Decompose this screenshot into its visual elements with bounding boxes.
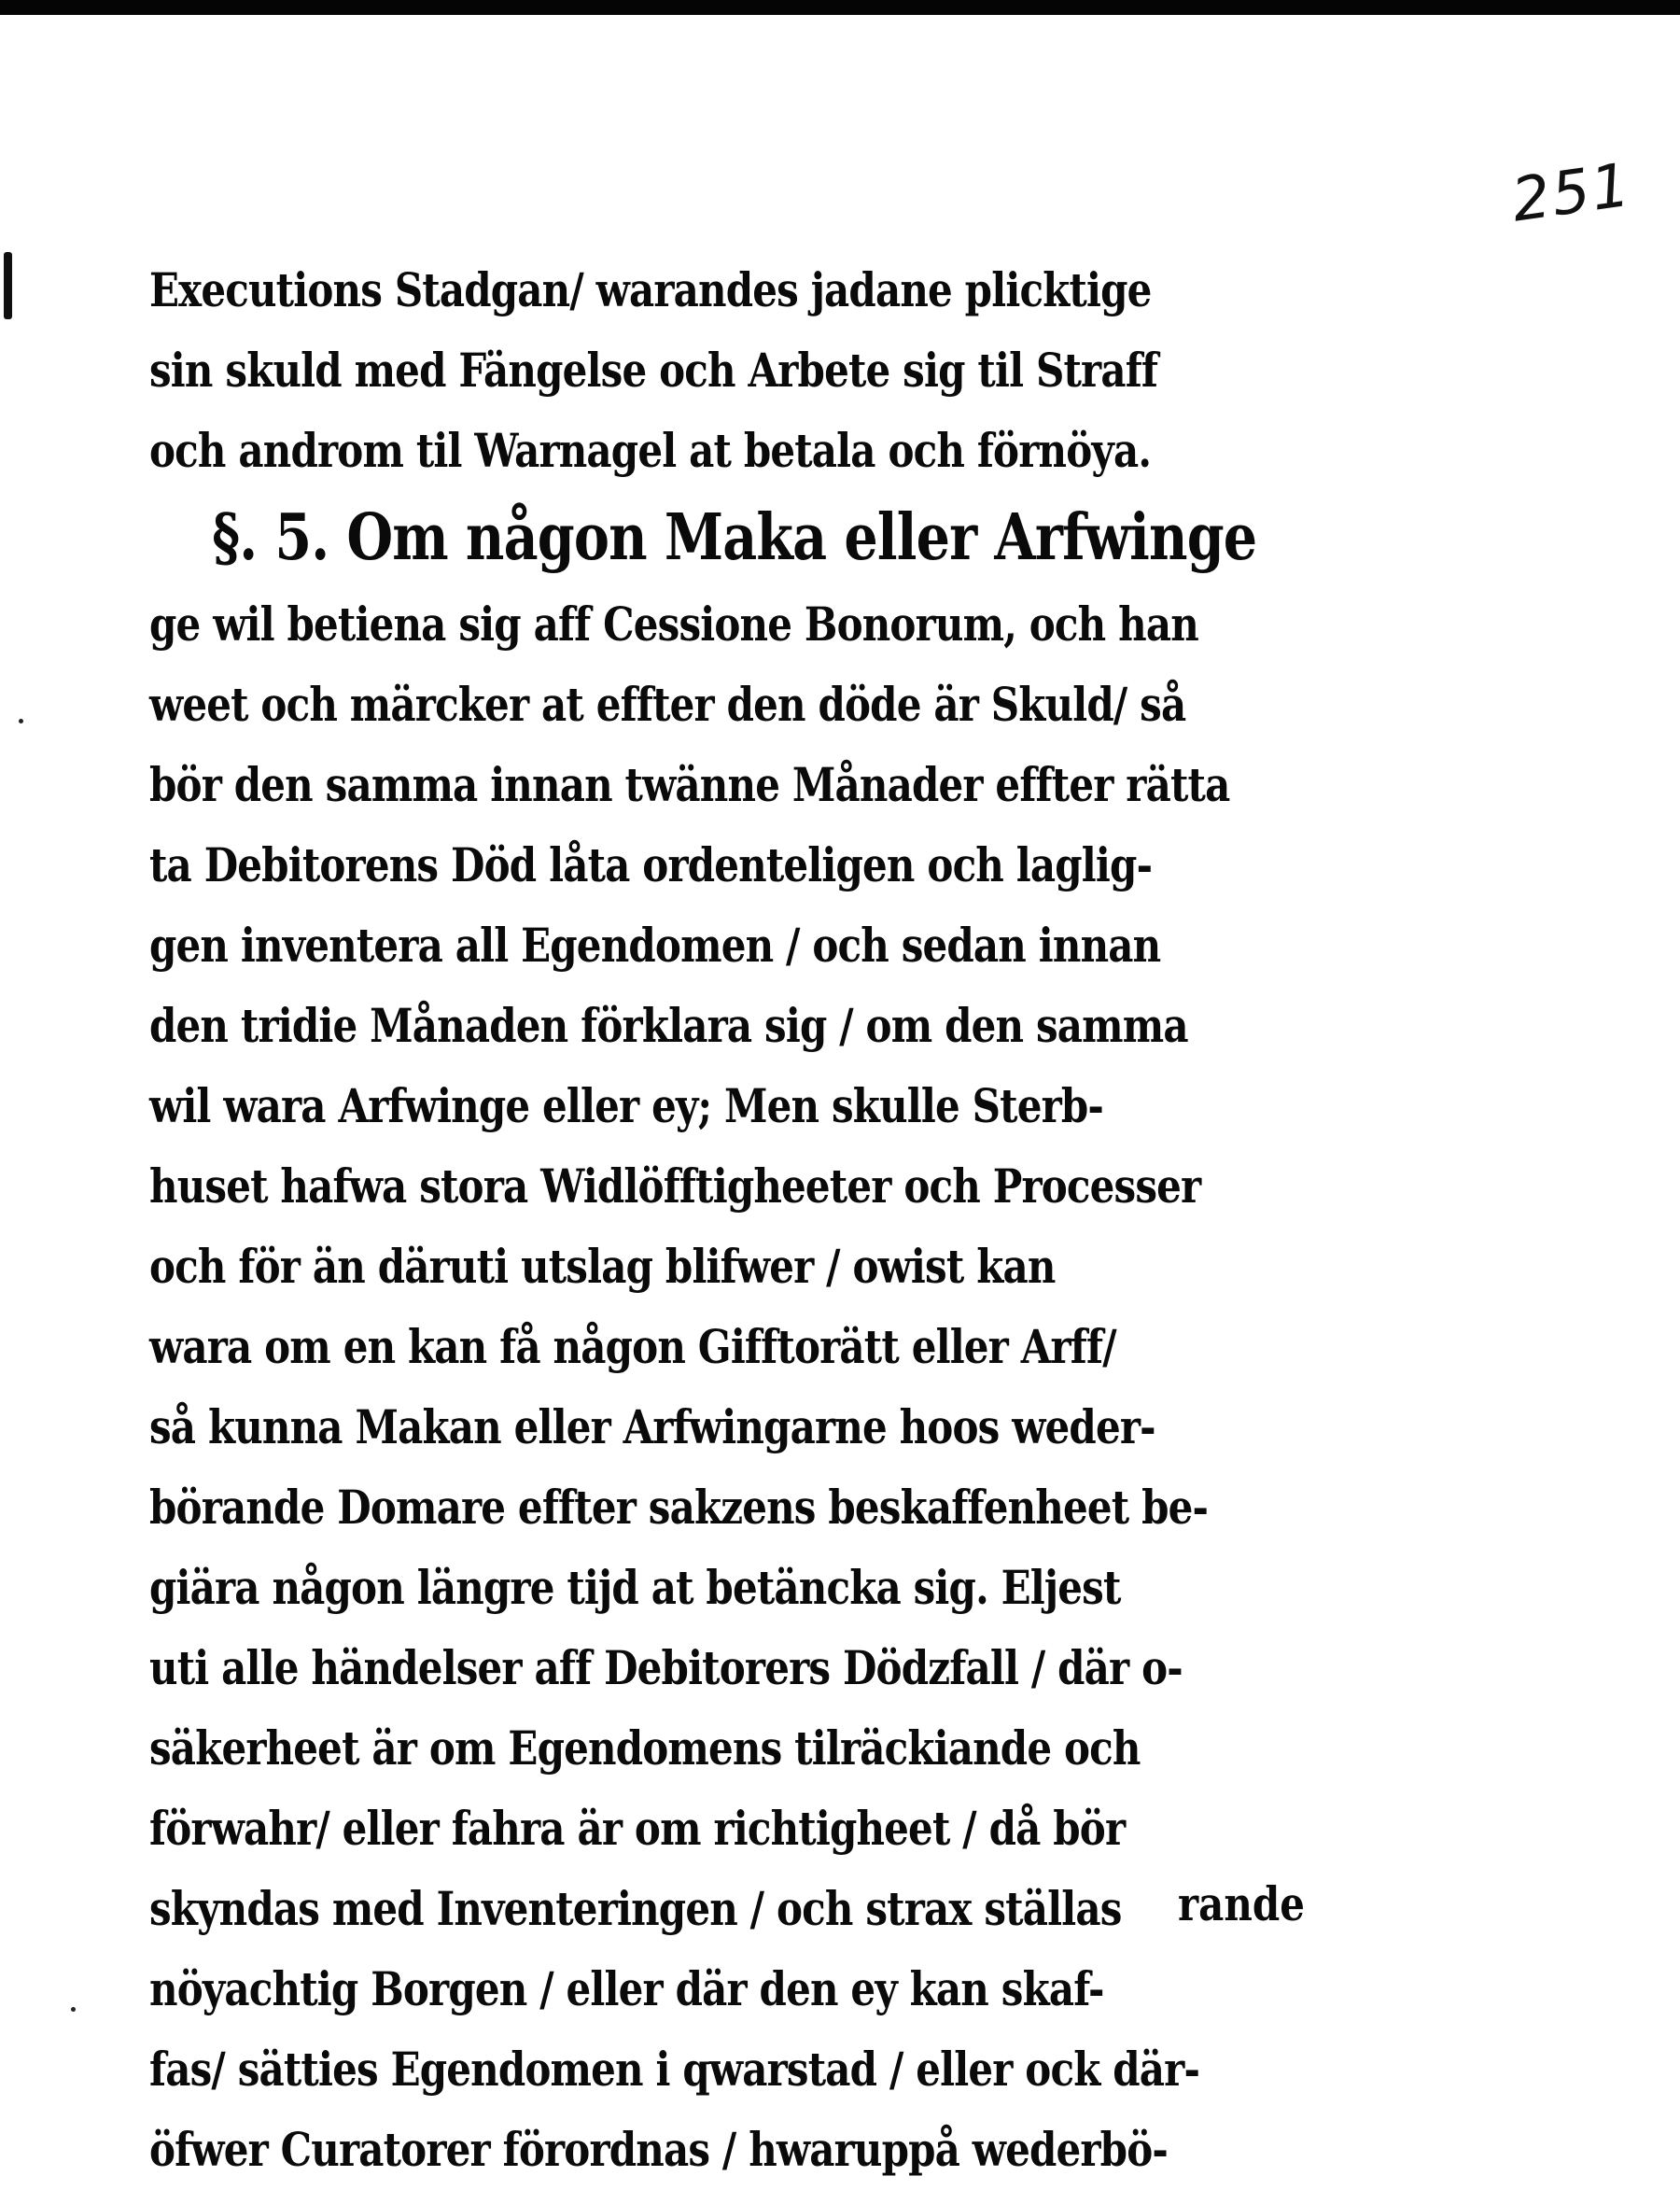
text-line: förwahr/ eller fahra är om richtigheet / då bör: [149, 1801, 1126, 1856]
text-line: och för än däruti utslag blifwer / owist kan: [149, 1239, 1056, 1294]
text-line: Executions Stadgan/ warandes jadane plicktige: [149, 262, 1152, 317]
page-number: 251: [1507, 150, 1636, 236]
text-line: wara om en kan få någon Gifftorätt eller Arff/: [149, 1319, 1116, 1374]
text-line: weet och märcker at effter den döde är Skuld/ så: [149, 677, 1186, 732]
text-line: skyndas med Inventeringen / och strax ställas: [149, 1881, 1122, 1936]
text-line: wil wara Arfwinge eller ey; Men skulle Sterb-: [149, 1078, 1104, 1133]
catchword: rande: [1178, 1876, 1305, 1931]
text-line: säkerheet är om Egendomens tilräckiande och: [149, 1720, 1141, 1776]
text-line: bör den samma innan twänne Månader effter rätta: [149, 757, 1230, 812]
text-line: gen inventera all Egendomen / och sedan innan: [149, 918, 1161, 973]
text-line: öfwer Curatorer förordnas / hwaruppå wederbö-: [149, 2122, 1168, 2177]
text-line: börande Domare effter sakzens beskaffenheet be-: [149, 1480, 1209, 1535]
body-text: [149, 250, 1257, 2190]
text-line: nöyachtig Borgen / eller där den ey kan skaf-: [149, 1961, 1104, 2016]
section-heading-line: [149, 491, 1257, 584]
text-line: ge wil betiena sig aff Cessione Bonorum, och han: [149, 597, 1198, 652]
top-scan-border: [0, 0, 1680, 15]
text-line: så kunna Makan eller Arfwingarne hoos weder-: [149, 1399, 1155, 1454]
text-line: fas/ sätties Egendomen i qwarstad / eller ock där-: [149, 2042, 1200, 2097]
text-line: ta Debitorens Död låta ordenteligen och laglig-: [149, 837, 1153, 892]
text-line: den tridie Månaden förklara sig / om den samma: [149, 998, 1188, 1053]
text-line: huset hafwa stora Widlöfftigheeter och Processer: [149, 1158, 1201, 1214]
section-heading-text: §. 5. Om någon Maka eller Arfwinge: [212, 500, 1257, 575]
scan-speck: [71, 2007, 76, 2012]
scan-speck: [19, 719, 23, 723]
text-line: och androm til Warnagel at betala och förnöya.: [149, 423, 1152, 478]
text-line: uti alle händelser aff Debitorers Dödzfall / där o-: [149, 1640, 1183, 1695]
left-margin-mark: [4, 252, 12, 319]
text-line: giära någon längre tijd at betäncka sig. Eljest: [149, 1560, 1121, 1615]
text-line: sin skuld med Fängelse och Arbete sig til Straff: [149, 343, 1158, 398]
